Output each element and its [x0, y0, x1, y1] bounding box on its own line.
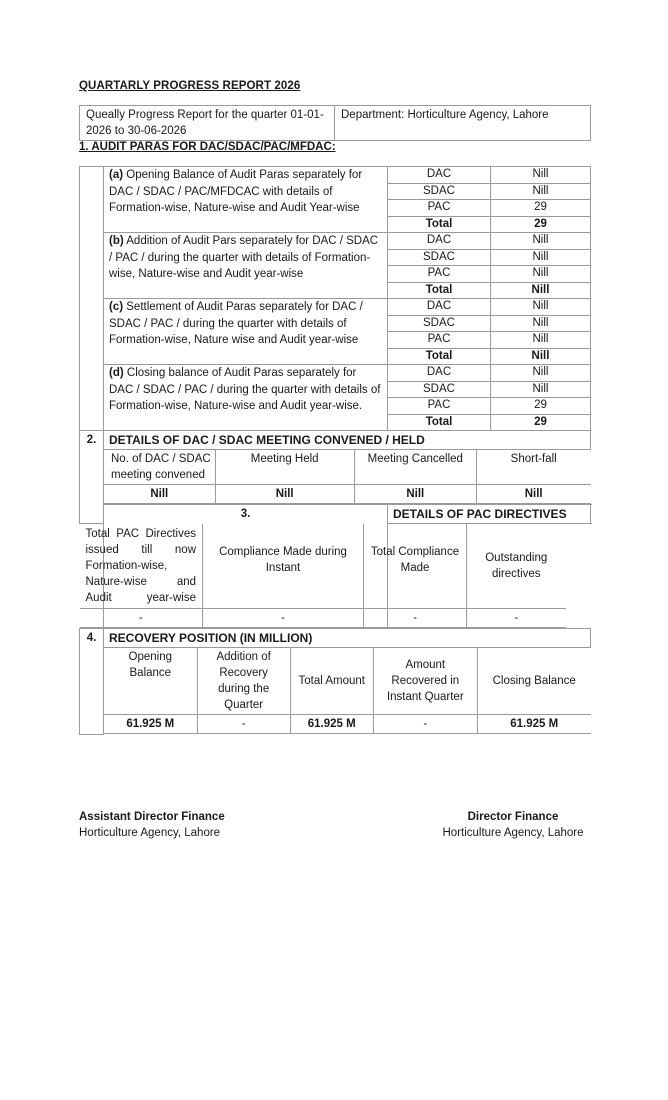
audit-total-value: 29: [491, 216, 591, 233]
main-report-table: [79, 166, 591, 735]
section3-heading: DETAILS OF PAC DIRECTIVES: [388, 505, 591, 524]
pac-value-total: -: [80, 609, 203, 628]
audit-row-key: SDAC: [388, 315, 491, 332]
recovery-value-total: 61.925 M: [290, 715, 373, 734]
audit-row-value: 29: [491, 398, 591, 415]
audit-row-key: SDAC: [388, 381, 491, 398]
audit-row-key: PAC: [388, 200, 491, 217]
section1-heading: 1. AUDIT PARAS FOR DAC/SDAC/PAC/MFDAC:: [79, 141, 336, 153]
audit-block-c: (c) Settlement of Audit Paras separately for DAC / SDAC / PAC / during the quarter with details of Formation-wise, Nature wise and Audit year-wise: [104, 299, 388, 365]
audit-block-a: (a) Opening Balance of Audit Paras separately for DAC / SDAC / PAC/MFDCAC with details of Formation-wise, Nature-wise and Audit Year-wise: [104, 167, 388, 233]
recovery-value-addition: -: [197, 715, 290, 734]
signature-left-org: Horticulture Agency, Lahore: [79, 827, 221, 839]
pac-value-total-compliance: -: [364, 609, 467, 628]
audit-row-key: SDAC: [388, 249, 491, 266]
recovery-value-recovered: -: [373, 715, 477, 734]
pac-col-compliance-instant: Compliance Made during Instant: [203, 524, 364, 609]
pac-col-total: Total PAC Directives issued till now Formation-wise, Nature-wise and Audit year-wise: [80, 524, 203, 609]
meeting-value-held: Nill: [215, 485, 354, 504]
pac-value-compliance-instant: -: [203, 609, 364, 628]
audit-row-key: DAC: [388, 299, 491, 316]
report-title: QUARTARLY PROGRESS REPORT 2026: [79, 80, 301, 92]
report-department: Department: Horticulture Agency, Lahore: [335, 106, 591, 141]
audit-row-value: Nill: [491, 183, 591, 200]
audit-total-value: Nill: [491, 282, 591, 299]
signature-left-title: Assistant Director Finance: [79, 811, 225, 823]
audit-block-d: (d) Closing balance of Audit Paras separately for DAC / SDAC / PAC / during the quarter with details of Formation-wise, Nature-wise and Audit year-wise.: [104, 365, 388, 431]
recovery-col-addition: Addition of Recovery during the Quarter: [197, 648, 290, 715]
audit-row-value: Nill: [491, 365, 591, 382]
section3-number: 3.: [104, 505, 388, 629]
recovery-value-closing: 61.925 M: [477, 715, 590, 734]
section1-number-cell: [80, 167, 104, 431]
audit-row-value: Nill: [491, 167, 591, 184]
recovery-value-opening: 61.925 M: [104, 715, 197, 734]
audit-row-key: DAC: [388, 233, 491, 250]
audit-row-key: PAC: [388, 266, 491, 283]
section3-grid-cell: [80, 524, 548, 629]
report-period: Queally Progress Report for the quarter 01-01-2026 to 30-06-2026: [80, 106, 335, 141]
audit-row-key: DAC: [388, 167, 491, 184]
recovery-col-closing: Closing Balance: [477, 648, 590, 715]
audit-total-key: Total: [388, 216, 491, 233]
meeting-col-held: Meeting Held: [215, 450, 354, 485]
pac-col-outstanding: Outstanding directives: [467, 524, 566, 609]
signature-right: [437, 809, 589, 841]
pac-value-outstanding: -: [467, 609, 566, 628]
recovery-table: [104, 648, 591, 734]
section4-grid-cell: [104, 648, 591, 735]
audit-total-key: Total: [388, 348, 491, 365]
audit-row-value: Nill: [491, 266, 591, 283]
audit-row-value: Nill: [491, 299, 591, 316]
meeting-col-shortfall: Short-fall: [476, 450, 590, 485]
meeting-value-cancelled: Nill: [354, 485, 476, 504]
audit-total-key: Total: [388, 414, 491, 431]
audit-row-value: Nill: [491, 315, 591, 332]
audit-row-key: SDAC: [388, 183, 491, 200]
report-header-table: [79, 105, 591, 141]
recovery-col-opening: Opening Balance: [104, 648, 197, 715]
audit-total-value: Nill: [491, 348, 591, 365]
meeting-col-convened: No. of DAC / SDAC meeting convened: [104, 450, 215, 485]
recovery-col-total: Total Amount: [290, 648, 373, 715]
section4-heading: RECOVERY POSITION (IN MILLION): [104, 629, 591, 648]
section2-grid-cell: [104, 450, 591, 505]
section2-heading: DETAILS OF DAC / SDAC MEETING CONVENED / HELD: [104, 431, 591, 450]
audit-row-key: DAC: [388, 365, 491, 382]
recovery-col-recovered: Amount Recovered in Instant Quarter: [373, 648, 477, 715]
audit-row-value: Nill: [491, 249, 591, 266]
section2-number: 2.: [80, 431, 104, 524]
section4-number: 4.: [80, 629, 104, 735]
signature-left: [79, 809, 225, 841]
meeting-value-shortfall: Nill: [476, 485, 590, 504]
audit-row-value: Nill: [491, 233, 591, 250]
audit-row-key: PAC: [388, 332, 491, 349]
pac-col-total-compliance: Total Compliance Made: [364, 524, 467, 609]
audit-row-value: 29: [491, 200, 591, 217]
signature-right-org: Horticulture Agency, Lahore: [442, 827, 584, 839]
meeting-table: [104, 450, 591, 504]
signature-right-title: Director Finance: [467, 811, 559, 823]
meeting-value-convened: Nill: [104, 485, 215, 504]
audit-total-key: Total: [388, 282, 491, 299]
meeting-col-cancelled: Meeting Cancelled: [354, 450, 476, 485]
audit-row-key: PAC: [388, 398, 491, 415]
audit-row-value: Nill: [491, 381, 591, 398]
audit-total-value: 29: [491, 414, 591, 431]
pac-directives-table: [80, 524, 566, 628]
audit-row-value: Nill: [491, 332, 591, 349]
audit-block-b: (b) Addition of Audit Pars separately for DAC / SDAC / PAC / during the quarter with details of Formation-wise, Nature-wise and Audit year-wise: [104, 233, 388, 299]
